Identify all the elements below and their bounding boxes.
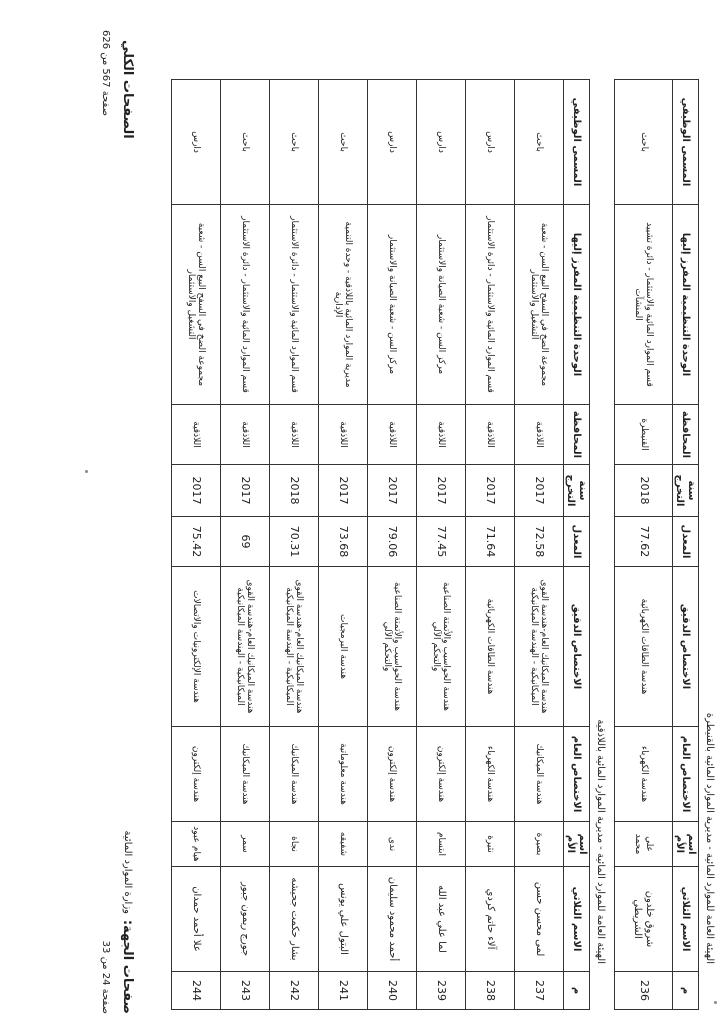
header-org-unit: الوحدة التنظيمية المفرز إليها bbox=[564, 205, 590, 405]
cell-graduation-year: 2017 bbox=[319, 465, 368, 517]
cell-full-name: جورج ريمون جبور bbox=[221, 867, 270, 972]
cell-job-title: باحث bbox=[221, 80, 270, 205]
cell-row-number: 243 bbox=[221, 972, 270, 1010]
cell-mother-name: نثيرة bbox=[466, 822, 515, 867]
cell-governorate: القنيطرة bbox=[615, 405, 673, 465]
cell-job-title: دارس bbox=[466, 80, 515, 205]
cell-mother-name: علي محمد bbox=[615, 822, 673, 867]
table-row bbox=[515, 80, 564, 1010]
cell-full-name: بشار حكمت جحيشه bbox=[270, 867, 319, 972]
header-job-title: المسمى الوظيفي bbox=[673, 80, 699, 205]
cell-row-number: 242 bbox=[270, 972, 319, 1010]
cell-general-specialty: هندسة إلكترون bbox=[368, 727, 417, 822]
cell-average: 71.64 bbox=[466, 517, 515, 567]
cell-average: 69 bbox=[221, 517, 270, 567]
cell-org-unit: مديرية الموارد المائية باللاذقية - وحدة التنمية الإدارية bbox=[319, 205, 368, 405]
cell-general-specialty: هندسة الميكانيك bbox=[221, 727, 270, 822]
table-row bbox=[368, 80, 417, 1010]
cell-general-specialty: هندسة الميكانيك bbox=[515, 727, 564, 822]
scan-speck bbox=[85, 470, 88, 473]
cell-average: 75.42 bbox=[172, 517, 221, 567]
cell-general-specialty: هندسة إلكترون bbox=[417, 727, 466, 822]
header-average: المعدل bbox=[564, 517, 590, 567]
cell-graduation-year: 2017 bbox=[466, 465, 515, 517]
cell-full-name: شروق خلدون الشريطي bbox=[615, 867, 673, 972]
cell-governorate: اللاذقية bbox=[466, 405, 515, 465]
header-specific-specialty: الاختصاص الدقيق bbox=[673, 567, 699, 727]
cell-row-number: 236 bbox=[615, 972, 673, 1010]
cell-mother-name: هيام عبود bbox=[172, 822, 221, 867]
cell-graduation-year: 2017 bbox=[221, 465, 270, 517]
cell-average: 77.62 bbox=[615, 517, 673, 567]
cell-org-unit: مركز السن - شعبة الصيانة والاستثمار bbox=[417, 205, 466, 405]
section1-title: الهيئة العامة للموارد المائية - مديرية الموارد المائية بالقنيطرة bbox=[704, 712, 715, 964]
cell-row-number: 237 bbox=[515, 972, 564, 1010]
cell-specific-specialty: هندسة الإلكترونيات والاتصالات bbox=[172, 567, 221, 727]
cell-job-title: باحث bbox=[319, 80, 368, 205]
cell-mother-name: بصيرة bbox=[515, 822, 564, 867]
cell-general-specialty: هندسة معلوماتية bbox=[319, 727, 368, 822]
header-full-name: الاسم الثلاثي bbox=[673, 867, 699, 972]
cell-mother-name: نجاة bbox=[270, 822, 319, 867]
cell-row-number: 244 bbox=[172, 972, 221, 1010]
cell-governorate: اللاذقية bbox=[270, 405, 319, 465]
cell-specific-specialty: هندسة الطاقات الكهربائية bbox=[466, 567, 515, 727]
cell-average: 79.06 bbox=[368, 517, 417, 567]
header-graduation-year: سنة التخرج bbox=[564, 465, 590, 517]
cell-org-unit: قسم الموارد المائية والاستثمار - دائرة تشييد المنشآت bbox=[615, 205, 673, 405]
header-row-number: م bbox=[564, 972, 590, 1010]
header-governorate: المحافظة bbox=[673, 405, 699, 465]
cell-graduation-year: 2018 bbox=[615, 465, 673, 517]
cell-governorate: اللاذقية bbox=[319, 405, 368, 465]
cell-general-specialty: هندسة الكهرباء bbox=[615, 727, 673, 822]
cell-full-name: أحمد محمود سليمان bbox=[368, 867, 417, 972]
header-general-specialty: الاختصاص العام bbox=[564, 727, 590, 822]
table-section1 bbox=[614, 79, 699, 1010]
cell-average: 70.31 bbox=[270, 517, 319, 567]
cell-graduation-year: 2017 bbox=[515, 465, 564, 517]
cell-specific-specialty: هندسة الميكانيك العام-هندسة القوى الميكانيكية - الهندسة الميكانيكية bbox=[270, 567, 319, 727]
header-mother-name: اسم الأم bbox=[564, 822, 590, 867]
cell-average: 77.45 bbox=[417, 517, 466, 567]
cell-specific-specialty: هندسة الحواسيب والأتمتة الصناعية والتحكم الآلي bbox=[368, 567, 417, 727]
cell-graduation-year: 2017 bbox=[417, 465, 466, 517]
header-job-title: المسمى الوظيفي bbox=[564, 80, 590, 205]
header-org-unit: الوحدة التنظيمية المفرز إليها bbox=[673, 205, 699, 405]
header-specific-specialty: الاختصاص الدقيق bbox=[564, 567, 590, 727]
cell-specific-specialty: هندسة الطاقات الكهربائية bbox=[615, 567, 673, 727]
table-row bbox=[172, 80, 221, 1010]
cell-full-name: علا أحمد حمدان bbox=[172, 867, 221, 972]
header-row-number: م bbox=[673, 972, 699, 1010]
cell-full-name: البتول علي يونس bbox=[319, 867, 368, 972]
cell-job-title: دارس bbox=[172, 80, 221, 205]
cell-row-number: 239 bbox=[417, 972, 466, 1010]
cell-row-number: 241 bbox=[319, 972, 368, 1010]
cell-mother-name: ابتسام bbox=[417, 822, 466, 867]
table-row bbox=[221, 80, 270, 1010]
cell-specific-specialty: هندسة الميكانيك العام-هندسة القوى الميكانيكية - الهندسة الميكانيكية bbox=[515, 567, 564, 727]
cell-general-specialty: هندسة الكهرباء bbox=[466, 727, 515, 822]
cell-general-specialty: هندسة إلكترون bbox=[172, 727, 221, 822]
cell-org-unit: مركز السن - شعبة الصيانة والاستثمار bbox=[368, 205, 417, 405]
table-row bbox=[615, 80, 673, 1010]
cell-mother-name: سمر bbox=[221, 822, 270, 867]
cell-job-title: باحث bbox=[615, 80, 673, 205]
footer-total-label: الصفحات الكلي bbox=[120, 40, 135, 139]
cell-job-title: دارس bbox=[368, 80, 417, 205]
cell-governorate: اللاذقية bbox=[515, 405, 564, 465]
table-section2 bbox=[171, 79, 590, 1010]
cell-row-number: 238 bbox=[466, 972, 515, 1010]
footer-entity-name: وزارة الموارد المائية bbox=[122, 830, 133, 914]
cell-specific-specialty: هندسة الحواسيب والأتمتة الصناعية والتحكم الآلي bbox=[417, 567, 466, 727]
cell-full-name: لما علي عبد الله bbox=[417, 867, 466, 972]
cell-average: 73.68 bbox=[319, 517, 368, 567]
cell-full-name: لمى محسن حسن bbox=[515, 867, 564, 972]
cell-job-title: باحث bbox=[270, 80, 319, 205]
cell-org-unit: مجموعة الضخ في السفح البيع السن - شعبة التشغيل والاستثمار bbox=[172, 205, 221, 405]
scan-speck bbox=[714, 1001, 717, 1004]
cell-graduation-year: 2018 bbox=[270, 465, 319, 517]
cell-mother-name: ندى bbox=[368, 822, 417, 867]
cell-row-number: 240 bbox=[368, 972, 417, 1010]
cell-full-name: آلاء حاتم كردي bbox=[466, 867, 515, 972]
cell-org-unit: قسم الموارد المائية والاستثمار - دائرة الاستثمار bbox=[466, 205, 515, 405]
cell-governorate: اللاذقية bbox=[368, 405, 417, 465]
table-row bbox=[417, 80, 466, 1010]
cell-job-title: دارس bbox=[417, 80, 466, 205]
footer-total-pages: صفحة 567 من 626 bbox=[100, 30, 111, 117]
cell-general-specialty: هندسة الميكانيك bbox=[270, 727, 319, 822]
cell-specific-specialty: هندسة الميكانيك العام-هندسة القوى الميكانيكية - الهندسة الميكانيكية bbox=[221, 567, 270, 727]
cell-org-unit: قسم الموارد المائية والاستثمار - دائرة الاستثمار bbox=[221, 205, 270, 405]
footer-entity-label: صفحات الجهة: bbox=[120, 919, 135, 1014]
footer-entity-pages: صفحة 24 من 33 bbox=[100, 940, 111, 1014]
table-row bbox=[466, 80, 515, 1010]
cell-mother-name: شفيقه bbox=[319, 822, 368, 867]
cell-graduation-year: 2017 bbox=[172, 465, 221, 517]
cell-job-title: باحث bbox=[515, 80, 564, 205]
cell-org-unit: قسم الموارد المائية والاستثمار - دائرة الاستثمار bbox=[270, 205, 319, 405]
header-average: المعدل bbox=[673, 517, 699, 567]
cell-governorate: اللاذقية bbox=[172, 405, 221, 465]
cell-graduation-year: 2017 bbox=[368, 465, 417, 517]
cell-specific-specialty: هندسة البرمجيات bbox=[319, 567, 368, 727]
header-general-specialty: الاختصاص العام bbox=[673, 727, 699, 822]
section2-title: الهيئة العامة للموارد المائية - مديرية الموارد المائية باللاذقية bbox=[595, 719, 606, 964]
cell-governorate: اللاذقية bbox=[221, 405, 270, 465]
cell-average: 72.58 bbox=[515, 517, 564, 567]
header-mother-name: اسم الأم bbox=[673, 822, 699, 867]
header-governorate: المحافظة bbox=[564, 405, 590, 465]
cell-org-unit: مجموعة الضخ في السفح البيع السن - شعبة التشغيل والاستثمار bbox=[515, 205, 564, 405]
table-row bbox=[319, 80, 368, 1010]
table-row bbox=[270, 80, 319, 1010]
header-full-name: الاسم الثلاثي bbox=[564, 867, 590, 972]
cell-governorate: اللاذقية bbox=[417, 405, 466, 465]
header-graduation-year: سنة التخرج bbox=[673, 465, 699, 517]
